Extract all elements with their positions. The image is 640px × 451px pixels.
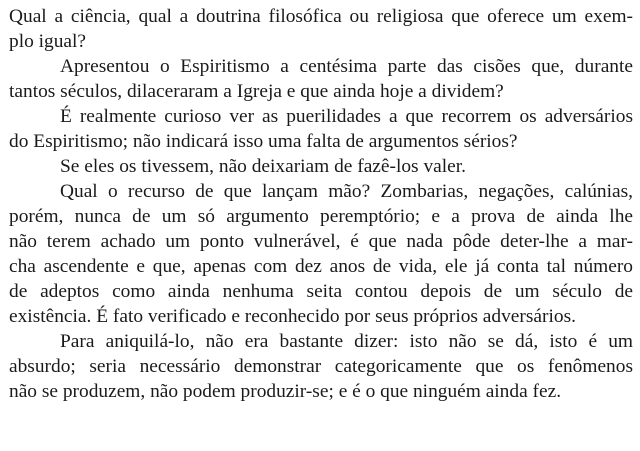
text-line: Se eles os tivessem, não deixariam de fazê-los valer. [60,156,466,177]
text-line: Apresentou o Espiritismo a centésima parte das cisões que, durante [60,56,633,77]
text-line: plo igual? [9,31,87,52]
paragraph-6 [9,329,633,404]
text-line: É realmente curioso ver as puerilidades a que recorrem os adversários [60,106,633,127]
text-line: do Espiritismo; não indicará isso uma falta de argumentos sérios? [9,131,518,152]
text-line: cha ascendente e que, apenas com dez anos de vida, ele já conta tal número [9,256,633,277]
paragraph-2 [9,54,633,104]
document-page [9,4,633,404]
text-line: tantos séculos, dilaceraram a Igreja e que ainda hoje a dividem? [9,81,504,102]
text-line: não se produzem, não podem produzir-se; e é o que ninguém ainda fez. [9,381,562,402]
text-line: absurdo; seria necessário demonstrar categoricamente que os fenômenos [9,356,633,377]
text-line: Qual a ciência, qual a doutrina filosófica ou religiosa que oferece um exem- [9,6,633,27]
text-line: de adeptos como ainda nenhuma seita contou depois de um século de [9,281,633,302]
paragraph-1 [9,4,633,54]
paragraph-3 [9,104,633,154]
text-line: Para aniquilá-lo, não era bastante dizer: isto não se dá, isto é um [60,331,633,352]
text-line: porém, nunca de um só argumento peremptório; e a prova de ainda lhe [9,206,633,227]
text-line: Qual o recurso de que lançam mão? Zombarias, negações, calúnias, [60,181,633,202]
text-line: não terem achado um ponto vulnerável, é que nada pôde deter-lhe a mar- [9,231,633,252]
paragraph-5 [9,179,633,329]
paragraph-4 [9,154,633,179]
text-line: existência. É fato verificado e reconhecido por seus próprios adversários. [9,306,576,327]
